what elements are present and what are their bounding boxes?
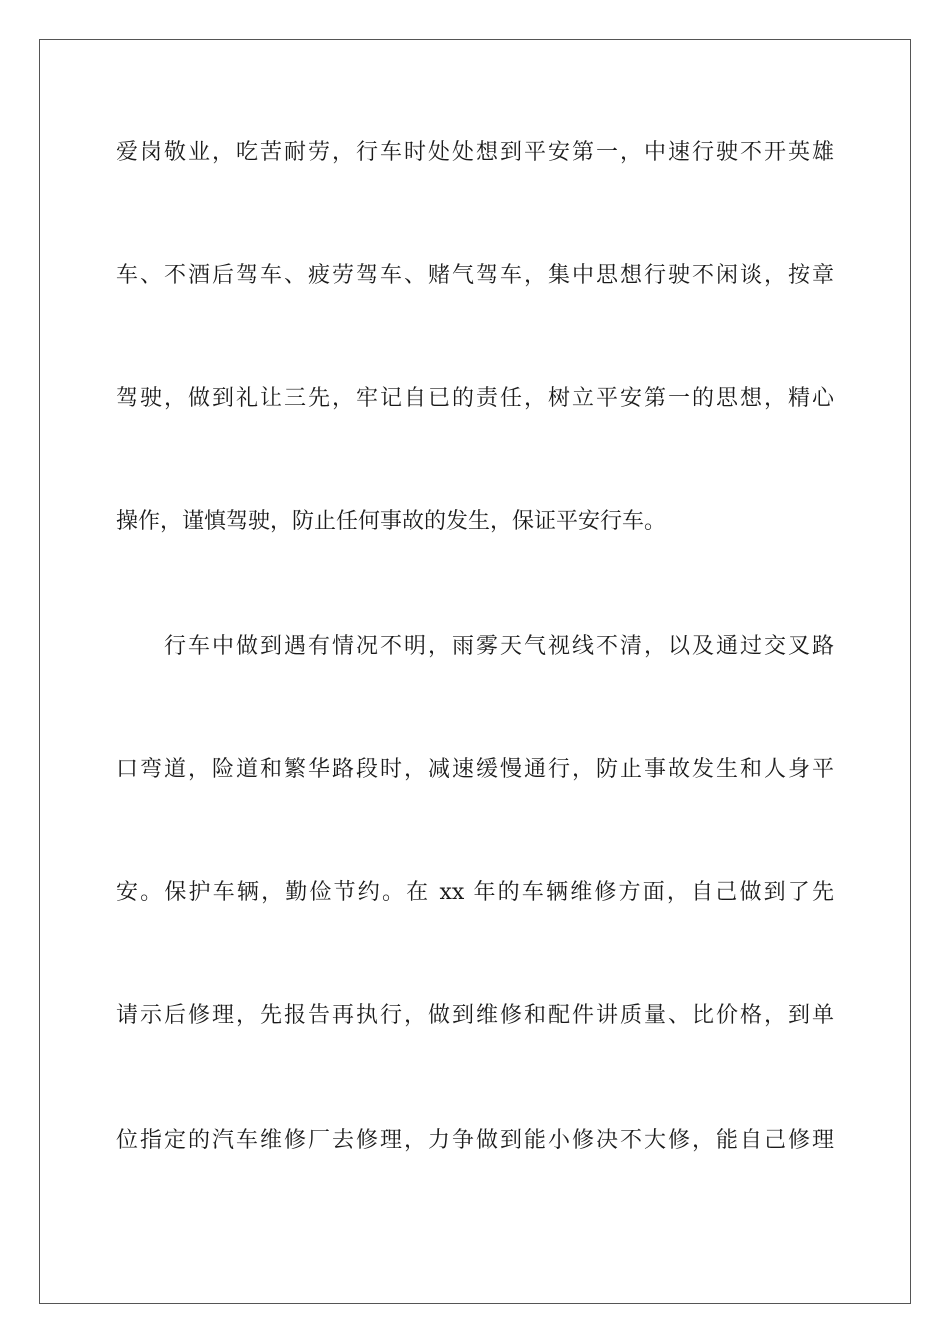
- text-line: 口弯道，险道和繁华路段时，减速缓慢通行，防止事故发生和人身平: [116, 757, 834, 782]
- text-line: 车、不酒后驾车、疲劳驾车、赌气驾车，集中思想行驶不闲谈，按章: [116, 263, 834, 288]
- page-border: [39, 39, 911, 1304]
- text-line: 驾驶，做到礼让三先，牢记自已的责任，树立平安第一的思想，精心: [116, 386, 834, 411]
- paragraph-first-line: 行车中做到遇有情况不明，雨雾天气视线不清，以及通过交叉路: [164, 634, 834, 659]
- text-line: 位指定的汽车维修厂去修理，力争做到能小修决不大修，能自己修理: [116, 1128, 834, 1153]
- text-line: 安。保护车辆，勤俭节约。在 xx 年的车辆维修方面，自己做到了先: [116, 880, 834, 905]
- text-line: 操作，谨慎驾驶，防止任何事故的发生，保证平安行车。: [116, 509, 667, 534]
- text-line: 请示后修理，先报告再执行，做到维修和配件讲质量、比价格，到单: [116, 1003, 834, 1028]
- text-line: 爱岗敬业，吃苦耐劳，行车时处处想到平安第一，中速行驶不开英雄: [116, 140, 834, 165]
